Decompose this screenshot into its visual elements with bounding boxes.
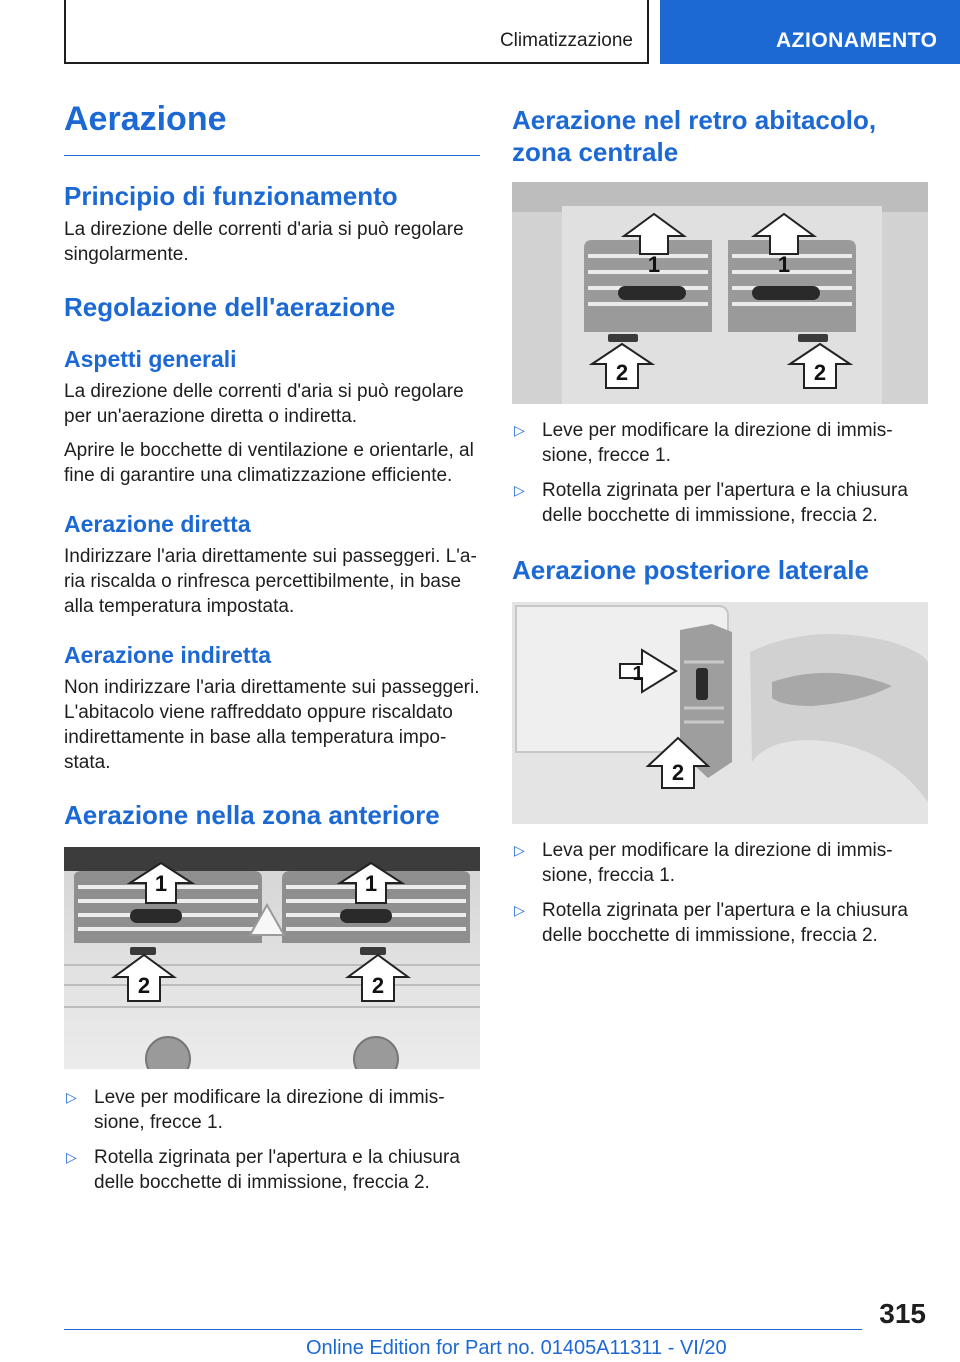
rear-center-vents-illustration — [512, 182, 928, 404]
list-item-text: Rotella zigrinata per l'apertura e la chiusura delle bocchette di immissione, freccia 2. — [94, 1147, 460, 1193]
footer-edition-text: Online Edition for Part no. 01405A11311 - VI/20 — [306, 1337, 727, 1359]
heading-principio: Principio di funzionamento — [64, 181, 398, 211]
triangle-bullet-icon: ▷ — [66, 1089, 77, 1105]
list-item — [512, 838, 928, 888]
front-label-1a: 1 — [154, 871, 168, 896]
front-label-1b: 1 — [364, 871, 378, 896]
text-principio: La direzione delle correnti d'aria si può regolare singolarmente. — [64, 219, 464, 265]
header-section-title: Climatizzazione — [499, 30, 633, 51]
header-box — [64, 0, 649, 64]
front-vents-illustration — [64, 847, 480, 1069]
rear-center-label-2b: 2 — [813, 360, 827, 385]
rear-center-vents-list — [512, 418, 928, 528]
heading-aspetti: Aspetti generali — [64, 346, 237, 372]
front-vents-figure — [64, 847, 480, 1069]
rear-center-label-1b: 1 — [777, 252, 791, 277]
right-column — [512, 100, 928, 948]
text-aspetti-1: La direzione delle correnti d'aria si può regolare per un'aerazione diretta o indiretta. — [64, 381, 464, 427]
triangle-bullet-icon: ▷ — [514, 482, 525, 498]
list-item — [512, 898, 928, 948]
list-item — [64, 1145, 480, 1195]
front-label-2b: 2 — [371, 973, 385, 998]
triangle-bullet-icon: ▷ — [514, 422, 525, 438]
list-item — [64, 1085, 480, 1135]
heading-retro-centrale: Aerazione nel retro abitacolo, zona centrale — [512, 105, 877, 167]
front-vents-list — [64, 1085, 480, 1195]
text-diretta: Indirizzare l'aria direttamente sui passeggeri. L'aria riscalda o rinfresca percettibilmente, in base alla temperatura impostata. — [64, 546, 477, 617]
header-chapter-tab: AZIONAMENTO — [660, 0, 960, 64]
text-aspetti-2: Aprire le bocchette di ventilazione e orientarle, al fine di garantire una climatizzazione efficiente. — [64, 440, 474, 486]
triangle-bullet-icon: ▷ — [66, 1149, 77, 1165]
rear-side-vent-list — [512, 838, 928, 948]
rear-side-label-2: 2 — [671, 760, 685, 785]
text-indiretta: Non indirizzare l'aria direttamente sui passeggeri. L'abitacolo viene raffreddato oppure riscaldato indirettamente in base alla temperatura impostata. — [64, 677, 480, 773]
triangle-bullet-icon: ▷ — [514, 902, 525, 918]
list-item-text: Leve per modificare la direzione di immissione, frecce 1. — [542, 420, 893, 466]
left-column — [64, 100, 480, 1195]
list-item — [512, 418, 928, 468]
rear-side-label-1: 1 — [632, 663, 644, 685]
list-item-text: Leva per modificare la direzione di immissione, freccia 1. — [542, 840, 893, 886]
heading-anteriore: Aerazione nella zona anteriore — [64, 800, 440, 830]
list-item-text: Rotella zigrinata per l'apertura e la chiusura delle bocchette di immissione, freccia 2. — [542, 900, 908, 946]
list-item-text: Leve per modificare la direzione di immissione, frecce 1. — [94, 1087, 445, 1133]
heading-indiretta: Aerazione indiretta — [64, 642, 272, 668]
rear-side-vent-figure — [512, 602, 928, 824]
heading-regolazione: Regolazione dell'aerazione — [64, 292, 396, 322]
list-item-text: Rotella zigrinata per l'apertura e la chiusura delle bocchette di immissione, freccia 2. — [542, 480, 908, 526]
page-number: 315 — [879, 1298, 926, 1329]
list-item — [512, 478, 928, 528]
footer-divider — [64, 1329, 862, 1330]
page-title: Aerazione — [64, 100, 480, 156]
rear-center-label-2a: 2 — [615, 360, 629, 385]
triangle-bullet-icon: ▷ — [514, 842, 525, 858]
heading-diretta: Aerazione diretta — [64, 511, 251, 537]
heading-posteriore-laterale: Aerazione posteriore laterale — [512, 555, 869, 585]
rear-center-vents-figure — [512, 182, 928, 404]
rear-side-vent-illustration — [512, 602, 928, 824]
rear-center-label-1a: 1 — [647, 252, 661, 277]
front-label-2a: 2 — [137, 973, 151, 998]
